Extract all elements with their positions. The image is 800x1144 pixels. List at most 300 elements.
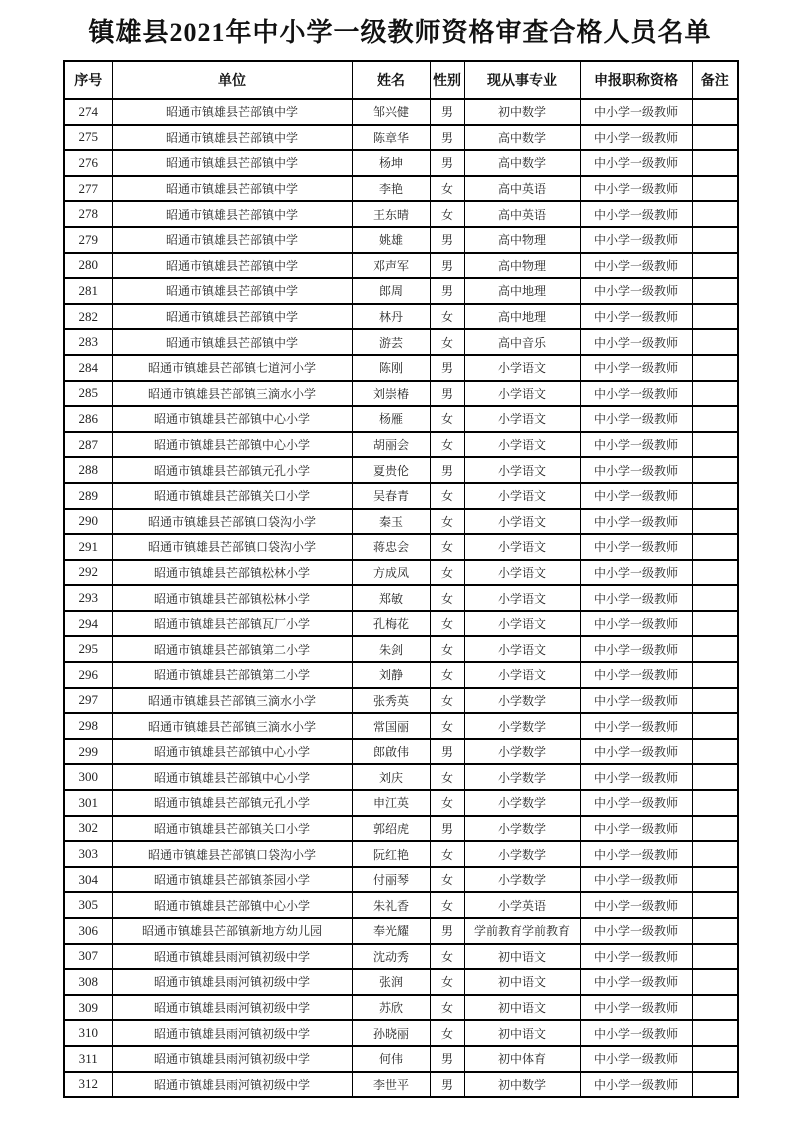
remark-cell (692, 355, 738, 381)
unit-cell: 昭通市镇雄县芒部镇关口小学 (112, 483, 352, 509)
gender-cell: 女 (430, 201, 464, 227)
gender-cell: 女 (430, 969, 464, 995)
major-cell: 高中数学 (464, 150, 580, 176)
serial-cell: 285 (64, 381, 112, 407)
title-qualification-cell: 中小学一级教师 (580, 764, 692, 790)
serial-cell: 280 (64, 253, 112, 279)
name-cell: 李艳 (352, 176, 430, 202)
title-qualification-cell: 中小学一级教师 (580, 790, 692, 816)
major-cell: 初中语文 (464, 944, 580, 970)
unit-cell: 昭通市镇雄县雨河镇初级中学 (112, 1020, 352, 1046)
title-qualification-cell: 中小学一级教师 (580, 739, 692, 765)
remark-cell (692, 867, 738, 893)
remark-cell (692, 560, 738, 586)
table-row (64, 432, 738, 458)
name-cell: 奉光耀 (352, 918, 430, 944)
header-row (64, 61, 738, 99)
name-cell: 邓声军 (352, 253, 430, 279)
remark-cell (692, 585, 738, 611)
serial-cell: 305 (64, 892, 112, 918)
remark-cell (692, 534, 738, 560)
serial-cell: 312 (64, 1072, 112, 1098)
serial-cell: 310 (64, 1020, 112, 1046)
title-qualification-cell: 中小学一级教师 (580, 253, 692, 279)
remark-cell (692, 99, 738, 125)
table-row (64, 918, 738, 944)
gender-cell: 男 (430, 125, 464, 151)
serial-cell: 284 (64, 355, 112, 381)
gender-cell: 女 (430, 176, 464, 202)
name-cell: 刘崇椿 (352, 381, 430, 407)
gender-cell: 女 (430, 764, 464, 790)
gender-cell: 男 (430, 816, 464, 842)
remark-cell (692, 662, 738, 688)
major-cell: 高中地理 (464, 278, 580, 304)
serial-cell: 274 (64, 99, 112, 125)
remark-cell (692, 944, 738, 970)
major-cell: 小学语文 (464, 560, 580, 586)
remark-cell (692, 739, 738, 765)
title-qualification-cell: 中小学一级教师 (580, 150, 692, 176)
unit-cell: 昭通市镇雄县芒部镇中学 (112, 125, 352, 151)
table-row (64, 150, 738, 176)
table-row (64, 969, 738, 995)
gender-cell: 女 (430, 662, 464, 688)
gender-cell: 男 (430, 1046, 464, 1072)
major-cell: 小学语文 (464, 457, 580, 483)
table-row (64, 611, 738, 637)
remark-cell (692, 611, 738, 637)
major-cell: 小学英语 (464, 892, 580, 918)
major-cell: 小学语文 (464, 355, 580, 381)
major-cell: 小学数学 (464, 713, 580, 739)
table-row (64, 1046, 738, 1072)
name-cell: 苏欣 (352, 995, 430, 1021)
name-cell: 刘庆 (352, 764, 430, 790)
gender-cell: 男 (430, 1072, 464, 1098)
table-row (64, 790, 738, 816)
serial-cell: 298 (64, 713, 112, 739)
name-cell: 何伟 (352, 1046, 430, 1072)
unit-cell: 昭通市镇雄县芒部镇中学 (112, 278, 352, 304)
name-cell: 朱剑 (352, 636, 430, 662)
major-cell: 小学数学 (464, 764, 580, 790)
table-row (64, 329, 738, 355)
table-row (64, 995, 738, 1021)
remark-cell (692, 432, 738, 458)
name-cell: 夏贵伦 (352, 457, 430, 483)
serial-cell: 283 (64, 329, 112, 355)
gender-cell: 女 (430, 790, 464, 816)
serial-cell: 277 (64, 176, 112, 202)
remark-cell (692, 125, 738, 151)
unit-cell: 昭通市镇雄县芒部镇松林小学 (112, 585, 352, 611)
title-qualification-cell: 中小学一级教师 (580, 201, 692, 227)
gender-cell: 女 (430, 432, 464, 458)
gender-cell: 男 (430, 227, 464, 253)
title-qualification-cell: 中小学一级教师 (580, 176, 692, 202)
unit-cell: 昭通市镇雄县芒部镇中学 (112, 201, 352, 227)
title-qualification-cell: 中小学一级教师 (580, 867, 692, 893)
remark-cell (692, 483, 738, 509)
name-cell: 胡丽会 (352, 432, 430, 458)
unit-cell: 昭通市镇雄县芒部镇口袋沟小学 (112, 841, 352, 867)
table-row (64, 99, 738, 125)
name-cell: 林丹 (352, 304, 430, 330)
title-qualification-cell: 中小学一级教师 (580, 432, 692, 458)
name-cell: 阮红艳 (352, 841, 430, 867)
remark-cell (692, 201, 738, 227)
unit-cell: 昭通市镇雄县雨河镇初级中学 (112, 1046, 352, 1072)
name-cell: 杨雁 (352, 406, 430, 432)
unit-cell: 昭通市镇雄县芒部镇瓦厂小学 (112, 611, 352, 637)
table-row (64, 1020, 738, 1046)
remark-cell (692, 1046, 738, 1072)
unit-cell: 昭通市镇雄县芒部镇元孔小学 (112, 790, 352, 816)
serial-cell: 275 (64, 125, 112, 151)
name-cell: 姚雄 (352, 227, 430, 253)
table-row (64, 560, 738, 586)
major-cell: 初中体育 (464, 1046, 580, 1072)
name-cell: 付丽琴 (352, 867, 430, 893)
serial-cell: 311 (64, 1046, 112, 1072)
title-qualification-cell: 中小学一级教师 (580, 1020, 692, 1046)
remark-cell (692, 713, 738, 739)
serial-cell: 307 (64, 944, 112, 970)
table-row (64, 125, 738, 151)
gender-cell: 男 (430, 355, 464, 381)
unit-cell: 昭通市镇雄县芒部镇三滴水小学 (112, 713, 352, 739)
name-cell: 陈章华 (352, 125, 430, 151)
name-cell: 邹兴健 (352, 99, 430, 125)
remark-cell (692, 150, 738, 176)
title-qualification-cell: 中小学一级教师 (580, 1072, 692, 1098)
unit-cell: 昭通市镇雄县芒部镇口袋沟小学 (112, 509, 352, 535)
serial-cell: 304 (64, 867, 112, 893)
title-qualification-cell: 中小学一级教师 (580, 636, 692, 662)
major-cell: 小学语文 (464, 636, 580, 662)
name-cell: 李世平 (352, 1072, 430, 1098)
unit-cell: 昭通市镇雄县芒部镇中心小学 (112, 432, 352, 458)
name-cell: 杨坤 (352, 150, 430, 176)
serial-cell: 296 (64, 662, 112, 688)
remark-cell (692, 892, 738, 918)
unit-cell: 昭通市镇雄县雨河镇初级中学 (112, 944, 352, 970)
header-title-qualification: 申报职称资格 (580, 61, 692, 99)
table-row (64, 841, 738, 867)
major-cell: 初中语文 (464, 1020, 580, 1046)
unit-cell: 昭通市镇雄县芒部镇七道河小学 (112, 355, 352, 381)
major-cell: 学前教育学前教育 (464, 918, 580, 944)
gender-cell: 女 (430, 406, 464, 432)
title-qualification-cell: 中小学一级教师 (580, 509, 692, 535)
serial-cell: 286 (64, 406, 112, 432)
remark-cell (692, 329, 738, 355)
table-row (64, 278, 738, 304)
unit-cell: 昭通市镇雄县芒部镇中心小学 (112, 739, 352, 765)
page-title: 镇雄县2021年中小学一级教师资格审查合格人员名单 (88, 18, 712, 47)
remark-cell (692, 969, 738, 995)
title-qualification-cell: 中小学一级教师 (580, 125, 692, 151)
header-gender: 性别 (430, 61, 464, 99)
remark-cell (692, 406, 738, 432)
unit-cell: 昭通市镇雄县芒部镇中学 (112, 150, 352, 176)
serial-cell: 302 (64, 816, 112, 842)
major-cell: 小学数学 (464, 816, 580, 842)
remark-cell (692, 841, 738, 867)
serial-cell: 282 (64, 304, 112, 330)
unit-cell: 昭通市镇雄县芒部镇新地方幼儿园 (112, 918, 352, 944)
table-row (64, 585, 738, 611)
gender-cell: 女 (430, 1020, 464, 1046)
table-row (64, 662, 738, 688)
name-cell: 沈动秀 (352, 944, 430, 970)
unit-cell: 昭通市镇雄县芒部镇松林小学 (112, 560, 352, 586)
title-qualification-cell: 中小学一级教师 (580, 304, 692, 330)
gender-cell: 女 (430, 483, 464, 509)
unit-cell: 昭通市镇雄县芒部镇元孔小学 (112, 457, 352, 483)
table-row (64, 1072, 738, 1098)
major-cell: 小学数学 (464, 790, 580, 816)
table-row (64, 227, 738, 253)
name-cell: 申江英 (352, 790, 430, 816)
unit-cell: 昭通市镇雄县雨河镇初级中学 (112, 1072, 352, 1098)
gender-cell: 女 (430, 611, 464, 637)
table-row (64, 304, 738, 330)
table-row (64, 867, 738, 893)
unit-cell: 昭通市镇雄县芒部镇中学 (112, 99, 352, 125)
unit-cell: 昭通市镇雄县芒部镇中心小学 (112, 406, 352, 432)
serial-cell: 287 (64, 432, 112, 458)
major-cell: 高中物理 (464, 253, 580, 279)
name-cell: 吴春青 (352, 483, 430, 509)
table-row (64, 355, 738, 381)
unit-cell: 昭通市镇雄县芒部镇中心小学 (112, 764, 352, 790)
table-row (64, 636, 738, 662)
gender-cell: 男 (430, 150, 464, 176)
serial-cell: 308 (64, 969, 112, 995)
name-cell: 朱礼香 (352, 892, 430, 918)
major-cell: 初中数学 (464, 1072, 580, 1098)
major-cell: 小学数学 (464, 739, 580, 765)
unit-cell: 昭通市镇雄县雨河镇初级中学 (112, 995, 352, 1021)
table-row (64, 764, 738, 790)
title-qualification-cell: 中小学一级教师 (580, 969, 692, 995)
title-qualification-cell: 中小学一级教师 (580, 406, 692, 432)
header-serial: 序号 (64, 61, 112, 99)
remark-cell (692, 995, 738, 1021)
table-row (64, 944, 738, 970)
major-cell: 小学语文 (464, 662, 580, 688)
table-row (64, 816, 738, 842)
gender-cell: 男 (430, 918, 464, 944)
title-qualification-cell: 中小学一级教师 (580, 892, 692, 918)
header-remark: 备注 (692, 61, 738, 99)
roster-table (63, 60, 739, 1098)
major-cell: 高中英语 (464, 176, 580, 202)
title-qualification-cell: 中小学一级教师 (580, 688, 692, 714)
table-row (64, 509, 738, 535)
serial-cell: 299 (64, 739, 112, 765)
title-qualification-cell: 中小学一级教师 (580, 713, 692, 739)
name-cell: 郎啟伟 (352, 739, 430, 765)
gender-cell: 男 (430, 99, 464, 125)
title-qualification-cell: 中小学一级教师 (580, 585, 692, 611)
gender-cell: 女 (430, 841, 464, 867)
serial-cell: 303 (64, 841, 112, 867)
gender-cell: 女 (430, 995, 464, 1021)
remark-cell (692, 1020, 738, 1046)
gender-cell: 男 (430, 381, 464, 407)
table-row (64, 406, 738, 432)
name-cell: 方成凤 (352, 560, 430, 586)
remark-cell (692, 918, 738, 944)
serial-cell: 278 (64, 201, 112, 227)
table-row (64, 739, 738, 765)
remark-cell (692, 381, 738, 407)
title-qualification-cell: 中小学一级教师 (580, 918, 692, 944)
name-cell: 刘静 (352, 662, 430, 688)
gender-cell: 女 (430, 585, 464, 611)
remark-cell (692, 790, 738, 816)
gender-cell: 男 (430, 457, 464, 483)
name-cell: 张润 (352, 969, 430, 995)
name-cell: 郎周 (352, 278, 430, 304)
title-qualification-cell: 中小学一级教师 (580, 278, 692, 304)
serial-cell: 289 (64, 483, 112, 509)
major-cell: 小学语文 (464, 509, 580, 535)
gender-cell: 男 (430, 739, 464, 765)
header-major: 现从事专业 (464, 61, 580, 99)
serial-cell: 309 (64, 995, 112, 1021)
remark-cell (692, 816, 738, 842)
title-qualification-cell: 中小学一级教师 (580, 483, 692, 509)
title-qualification-cell: 中小学一级教师 (580, 995, 692, 1021)
major-cell: 小学语文 (464, 534, 580, 560)
major-cell: 高中音乐 (464, 329, 580, 355)
major-cell: 小学数学 (464, 841, 580, 867)
unit-cell: 昭通市镇雄县芒部镇三滴水小学 (112, 688, 352, 714)
serial-cell: 292 (64, 560, 112, 586)
table-row (64, 457, 738, 483)
title-qualification-cell: 中小学一级教师 (580, 1046, 692, 1072)
name-cell: 郭绍虎 (352, 816, 430, 842)
serial-cell: 290 (64, 509, 112, 535)
title-qualification-cell: 中小学一级教师 (580, 662, 692, 688)
name-cell: 秦玉 (352, 509, 430, 535)
name-cell: 常国丽 (352, 713, 430, 739)
major-cell: 小学语文 (464, 432, 580, 458)
table-header (64, 61, 738, 99)
title-qualification-cell: 中小学一级教师 (580, 381, 692, 407)
gender-cell: 女 (430, 304, 464, 330)
major-cell: 小学语文 (464, 381, 580, 407)
remark-cell (692, 457, 738, 483)
table-row (64, 892, 738, 918)
title-qualification-cell: 中小学一级教师 (580, 355, 692, 381)
gender-cell: 女 (430, 892, 464, 918)
header-unit: 单位 (112, 61, 352, 99)
serial-cell: 300 (64, 764, 112, 790)
major-cell: 初中数学 (464, 99, 580, 125)
unit-cell: 昭通市镇雄县芒部镇茶园小学 (112, 867, 352, 893)
table-row (64, 713, 738, 739)
table-row (64, 688, 738, 714)
serial-cell: 279 (64, 227, 112, 253)
remark-cell (692, 764, 738, 790)
unit-cell: 昭通市镇雄县芒部镇中学 (112, 253, 352, 279)
gender-cell: 女 (430, 688, 464, 714)
remark-cell (692, 227, 738, 253)
table-row (64, 381, 738, 407)
serial-cell: 297 (64, 688, 112, 714)
unit-cell: 昭通市镇雄县芒部镇中学 (112, 227, 352, 253)
remark-cell (692, 509, 738, 535)
title-qualification-cell: 中小学一级教师 (580, 457, 692, 483)
name-cell: 孙晓丽 (352, 1020, 430, 1046)
title-qualification-cell: 中小学一级教师 (580, 227, 692, 253)
remark-cell (692, 688, 738, 714)
gender-cell: 男 (430, 278, 464, 304)
major-cell: 高中地理 (464, 304, 580, 330)
title-qualification-cell: 中小学一级教师 (580, 329, 692, 355)
unit-cell: 昭通市镇雄县芒部镇口袋沟小学 (112, 534, 352, 560)
name-cell: 郑敏 (352, 585, 430, 611)
major-cell: 初中语文 (464, 995, 580, 1021)
unit-cell: 昭通市镇雄县芒部镇三滴水小学 (112, 381, 352, 407)
serial-cell: 276 (64, 150, 112, 176)
major-cell: 小学语文 (464, 406, 580, 432)
unit-cell: 昭通市镇雄县芒部镇中学 (112, 329, 352, 355)
serial-cell: 294 (64, 611, 112, 637)
major-cell: 小学语文 (464, 483, 580, 509)
name-cell: 陈刚 (352, 355, 430, 381)
major-cell: 高中数学 (464, 125, 580, 151)
major-cell: 小学数学 (464, 688, 580, 714)
title-qualification-cell: 中小学一级教师 (580, 611, 692, 637)
unit-cell: 昭通市镇雄县芒部镇中学 (112, 304, 352, 330)
serial-cell: 281 (64, 278, 112, 304)
name-cell: 游芸 (352, 329, 430, 355)
gender-cell: 女 (430, 329, 464, 355)
title-qualification-cell: 中小学一级教师 (580, 944, 692, 970)
unit-cell: 昭通市镇雄县雨河镇初级中学 (112, 969, 352, 995)
serial-cell: 293 (64, 585, 112, 611)
remark-cell (692, 304, 738, 330)
title-qualification-cell: 中小学一级教师 (580, 534, 692, 560)
table-row (64, 253, 738, 279)
major-cell: 小学语文 (464, 611, 580, 637)
title-qualification-cell: 中小学一级教师 (580, 99, 692, 125)
serial-cell: 301 (64, 790, 112, 816)
gender-cell: 女 (430, 713, 464, 739)
major-cell: 小学数学 (464, 867, 580, 893)
gender-cell: 女 (430, 560, 464, 586)
table-row (64, 483, 738, 509)
serial-cell: 291 (64, 534, 112, 560)
table-body (64, 99, 738, 1097)
remark-cell (692, 636, 738, 662)
table-row (64, 176, 738, 202)
remark-cell (692, 278, 738, 304)
title-qualification-cell: 中小学一级教师 (580, 841, 692, 867)
major-cell: 高中物理 (464, 227, 580, 253)
gender-cell: 女 (430, 534, 464, 560)
unit-cell: 昭通市镇雄县芒部镇第二小学 (112, 662, 352, 688)
table-row (64, 201, 738, 227)
major-cell: 高中英语 (464, 201, 580, 227)
title-qualification-cell: 中小学一级教师 (580, 560, 692, 586)
